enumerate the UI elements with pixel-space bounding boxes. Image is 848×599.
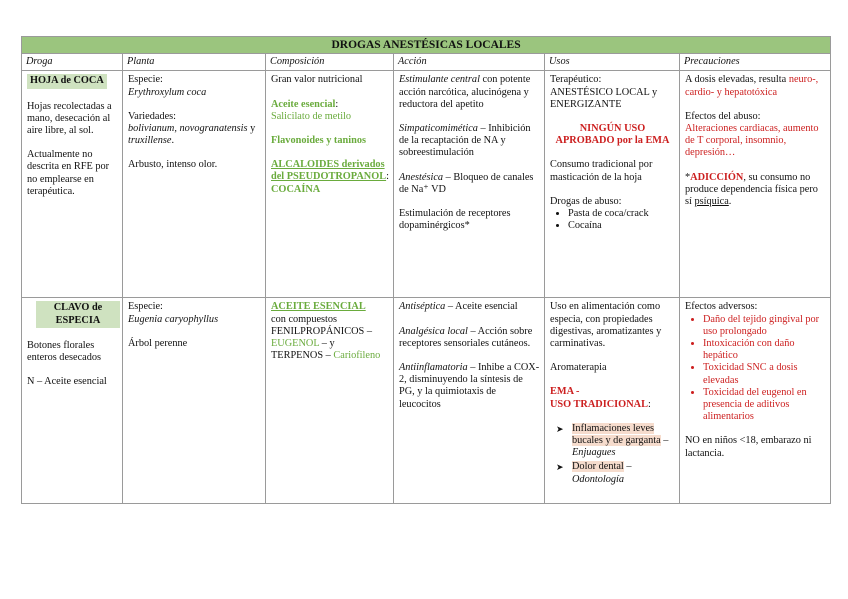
table-row-clavo xyxy=(22,298,831,504)
coca-accion-4: Estimulación de receptores dopaminérgicos* xyxy=(399,208,511,232)
clavo-con: con compuestos xyxy=(271,313,338,325)
coca-cocaina: COCAÍNA xyxy=(271,183,321,195)
coca-usos-consumo: Consumo tradicional por masticación de la hoja xyxy=(550,159,653,183)
clavo-y: – y xyxy=(319,338,335,350)
coca-alcaloides-colon: : xyxy=(386,171,389,183)
header-accion: Acción xyxy=(394,54,545,71)
clavo-uso-2-i: Odontología xyxy=(572,473,625,485)
clavo-accion-1-text: – Aceite esencial xyxy=(445,301,518,313)
cell-clavo-droga xyxy=(22,298,123,504)
cell-coca-planta xyxy=(123,71,266,298)
clavo-eugenol: EUGENOL xyxy=(271,338,320,350)
coca-desc-1: Hojas recolectadas a mano, desecación al aire libre, al sol. xyxy=(27,100,112,137)
clavo-accion-3-text: – Inhibe a COX-2, disminuyendo la síntesis de PG, y la quimiotaxis de leucocitos xyxy=(399,362,540,410)
clavo-especie: Eugenia caryophyllus xyxy=(128,313,219,325)
coca-variedades-y: y xyxy=(247,123,256,135)
table-title: DROGAS ANESTÉSICAS LOCALES xyxy=(22,37,831,54)
list-item xyxy=(556,423,675,460)
clavo-terpenos: TERPENOS – xyxy=(271,350,334,362)
list-item: • Toxicidad del eugenol en presencia de aditivos alimentarios xyxy=(703,387,826,424)
coca-arbusto: Arbusto, intenso olor. xyxy=(128,159,218,171)
coca-especie-label: Especie: xyxy=(128,74,163,86)
cell-coca-accion xyxy=(394,71,545,298)
coca-prec-efectos-red: Alteraciones cardiacas, aumento de T corporal, insomnio, depresión… xyxy=(685,123,819,159)
coca-accion-1-text: con potente acción narcótica, alucinógena y reductora del apetito xyxy=(399,74,531,110)
clavo-accion-2-text: – Acción sobre receptores sensoriales cutáneos. xyxy=(399,325,533,349)
clavo-usos-aromaterapia: Aromaterapia xyxy=(550,362,607,374)
arrow-bullet-icon: ➤ xyxy=(556,462,564,473)
cell-coca-composicion xyxy=(266,71,394,298)
drug-table xyxy=(21,36,831,504)
clavo-usos-alimentacion: Uso en alimentación como especia, con propiedades digestivas, aromatizantes y carminativas. xyxy=(550,301,662,350)
coca-accion-1-title: Estimulante central xyxy=(399,74,480,86)
clavo-prec-no: NO en niños <18, embarazo ni lactancia. xyxy=(685,435,812,459)
clavo-aceite: ACEITE ESENCIAL xyxy=(271,301,366,313)
cell-clavo-usos xyxy=(545,298,680,504)
clavo-prec-list xyxy=(685,314,826,424)
clavo-uso-1-hl: Inflamaciones leves bucales y de garganta xyxy=(572,422,661,447)
list-item: • Cocaína xyxy=(568,220,675,232)
clavo-desc-2: N – Aceite esencial xyxy=(27,376,107,388)
clavo-accion-3-title: Antiinflamatoria xyxy=(399,362,468,374)
table-row-coca xyxy=(22,71,831,298)
header-row xyxy=(22,54,831,71)
list-item: • Toxicidad SNC a dosis elevadas xyxy=(703,362,826,386)
drug-name-clavo: CLAVO de ESPECIA xyxy=(36,301,120,327)
coca-prec-star: * xyxy=(685,171,691,183)
coca-flavonoides: Flavonoides y taninos xyxy=(271,135,366,147)
coca-prec-dosis-red: neuro-, cardio- y hepatotóxica xyxy=(685,74,819,98)
coca-usos-anestesico: ANESTÉSICO LOCAL y ENERGIZANTE xyxy=(550,86,658,110)
clavo-usos-colon: : xyxy=(647,398,651,410)
coca-prec-adiccion: ADICCIÓN xyxy=(690,171,744,183)
header-usos: Usos xyxy=(545,54,680,71)
coca-accion-2-text: – Inhibición de la recaptación de NA y sobreestimulación xyxy=(399,123,531,159)
coca-usos-ningun: NINGÚN USO APROBADO por la EMA xyxy=(555,123,670,147)
coca-prec-adiccion-text: , su consumo no produce dependencia física pero sí xyxy=(685,171,818,208)
clavo-usos-list xyxy=(550,423,675,486)
list-item xyxy=(556,461,675,485)
coca-alcaloides: ALCALOIDES derivados del PSEUDOTROPANOL xyxy=(271,159,387,183)
cell-clavo-composicion xyxy=(266,298,394,504)
coca-variedades-label: Variedades: xyxy=(128,110,177,122)
cell-clavo-precauciones xyxy=(680,298,831,504)
clavo-cariofileno: Cariofileno xyxy=(333,350,381,362)
clavo-usos-ema: EMA - xyxy=(550,386,580,398)
coca-aceite: Aceite esencial xyxy=(271,98,336,110)
coca-variedades-end: . xyxy=(171,135,175,147)
coca-valor: Gran valor nutricional xyxy=(271,74,363,86)
clavo-uso-2-dash: – xyxy=(623,461,632,473)
clavo-uso-1-i: Enjuagues xyxy=(572,447,616,459)
cell-coca-droga xyxy=(22,71,123,298)
list-item: • Intoxicación con daño hepático xyxy=(703,338,826,362)
cell-coca-precauciones xyxy=(680,71,831,298)
header-precauciones: Precauciones xyxy=(680,54,831,71)
coca-prec-psiquica: psíquica xyxy=(694,196,729,208)
drug-name-coca: HOJA de COCA xyxy=(27,74,107,88)
coca-usos-terapeutico: Terapéutico: xyxy=(550,74,602,86)
clavo-accion-1-title: Antiséptica xyxy=(399,301,446,313)
coca-prec-end: . xyxy=(728,196,732,208)
clavo-accion-2-title: Analgésica local xyxy=(399,325,468,337)
coca-especie: Erythroxylum coca xyxy=(128,86,207,98)
coca-accion-3-text: – Bloqueo de canales de Na⁺ VD xyxy=(399,171,534,195)
clavo-uso-2-hl: Dolor dental xyxy=(572,461,624,473)
cell-coca-usos xyxy=(545,71,680,298)
header-composicion: Composición xyxy=(266,54,394,71)
coca-accion-2-title: Simpaticomimética xyxy=(399,123,478,135)
clavo-arbol: Árbol perenne xyxy=(128,337,188,349)
cell-clavo-accion xyxy=(394,298,545,504)
coca-accion-3-title: Anestésica xyxy=(399,171,444,183)
clavo-desc-1: Botones florales enteros desecados xyxy=(27,339,102,364)
clavo-prec-adversos: Efectos adversos: xyxy=(685,301,758,313)
list-item: • Pasta de coca/crack xyxy=(568,208,675,220)
header-droga: Droga xyxy=(22,54,123,71)
list-item: • Daño del tejido gingival por uso prolongado xyxy=(703,314,826,338)
coca-aceite-sub: Salicilato de metilo xyxy=(271,110,352,122)
clavo-usos-tradicional: USO TRADICIONAL xyxy=(550,398,648,410)
cell-clavo-planta xyxy=(123,298,266,504)
clavo-fenil: FENILPROPÁNICOS – xyxy=(271,325,372,337)
coca-variedades-1: bolivianum, novogranatensis xyxy=(128,123,248,135)
header-planta: Planta xyxy=(123,54,266,71)
coca-usos-drogas: Drogas de abuso: xyxy=(550,195,622,207)
clavo-especie-label: Especie: xyxy=(128,301,163,313)
coca-prec-efectos: Efectos del abuso: xyxy=(685,110,761,122)
arrow-bullet-icon: ➤ xyxy=(556,423,564,434)
coca-prec-dosis: A dosis elevadas, resulta xyxy=(685,74,789,86)
coca-desc-2: Actualmente no descrita en RFE por no emplearse en terapéutica. xyxy=(27,149,110,197)
coca-variedades-2: truxillense xyxy=(128,135,172,147)
coca-aceite-colon: : xyxy=(335,98,339,110)
coca-abuso-list xyxy=(550,208,675,232)
clavo-uso-1-dash: – xyxy=(660,435,669,447)
